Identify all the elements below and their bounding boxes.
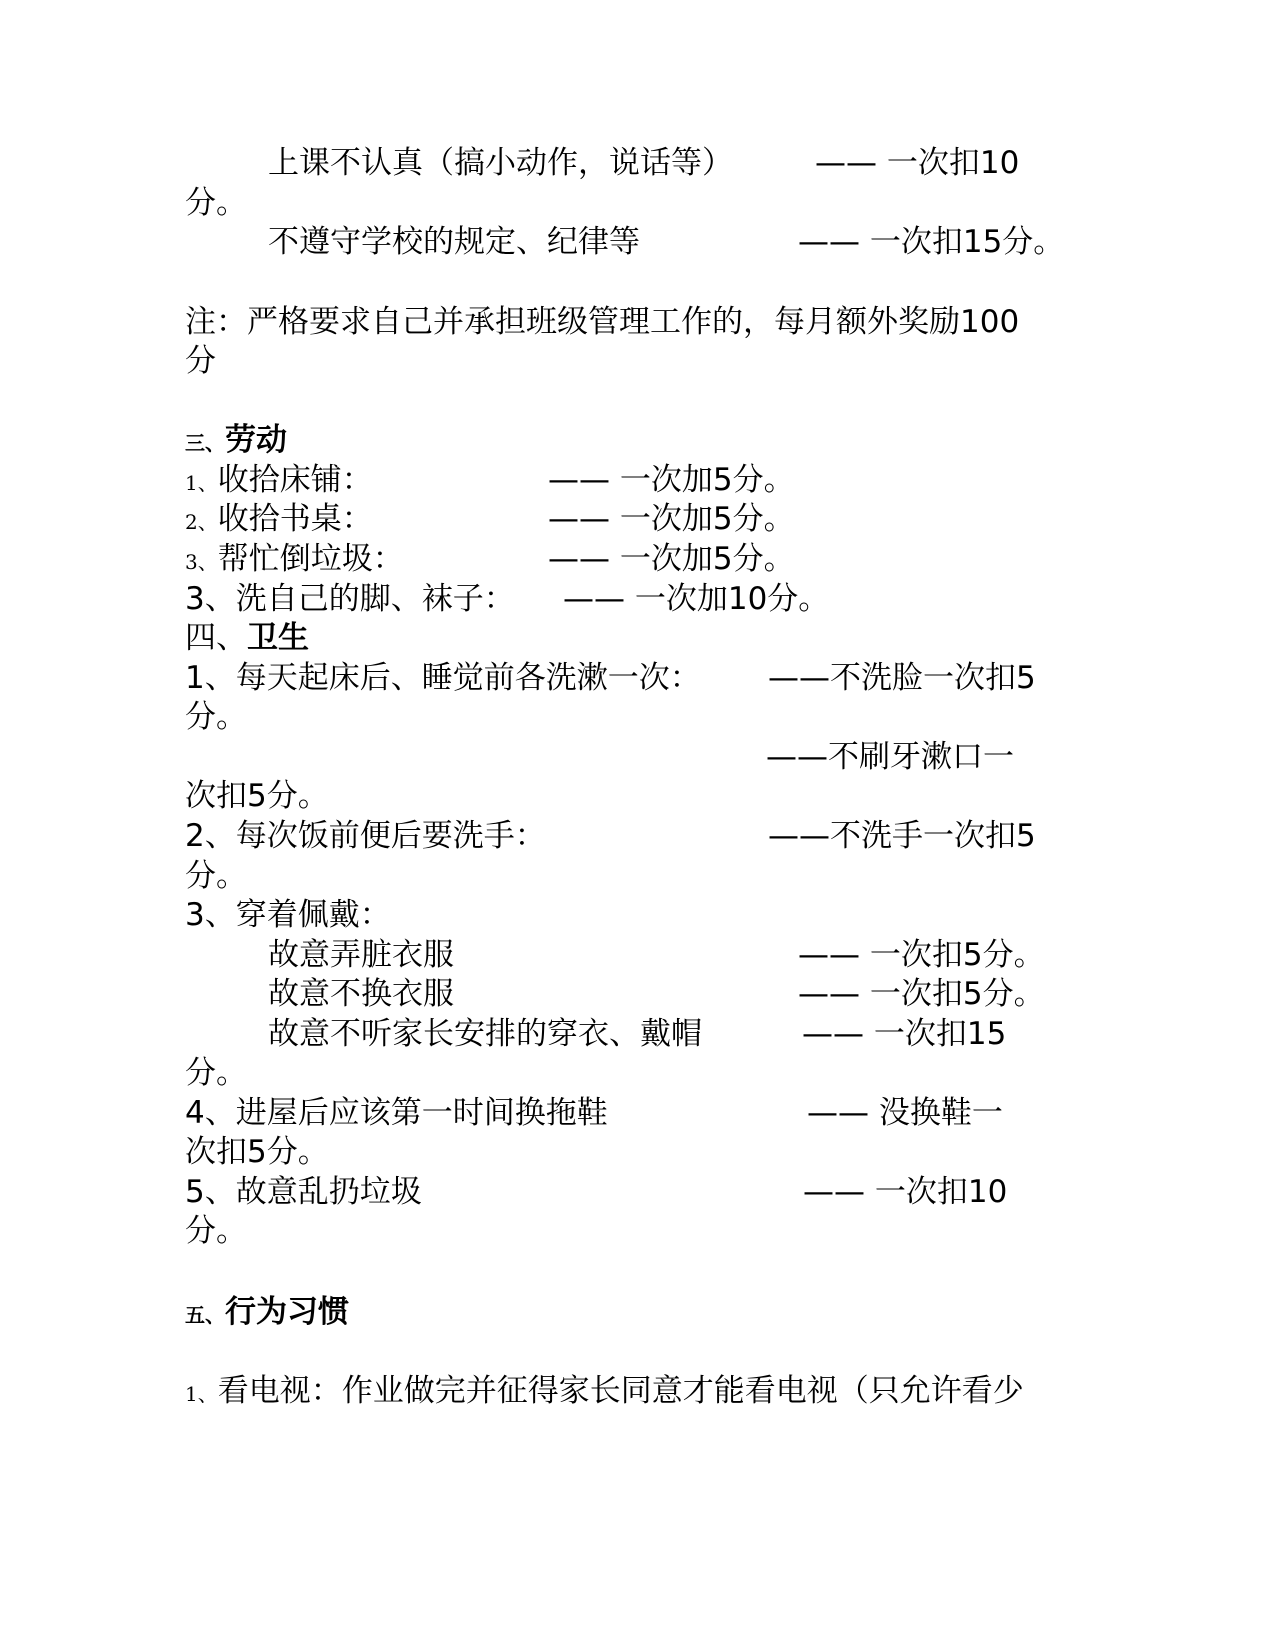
- list-item: [185, 499, 373, 539]
- item-rule: —— 一次加10分。: [563, 581, 830, 617]
- item-text: 洗自己的脚、袜子：: [235, 581, 515, 617]
- section-title: 卫生: [247, 620, 309, 656]
- rule-text: 上课不认真（搞小动作，说话等）: [268, 145, 733, 181]
- item-number: 1、: [185, 1382, 218, 1406]
- section-number: 四、: [185, 620, 247, 656]
- item-number: 3、: [185, 581, 236, 617]
- item-wrap: 次扣5分。: [185, 1134, 329, 1170]
- sub-item-rule: —— 一次扣15: [802, 1016, 1007, 1052]
- section-number: 五、: [185, 1303, 225, 1327]
- list-item: [185, 460, 373, 500]
- item-rule: —— 一次加5分。: [548, 541, 795, 577]
- rule-wrap: 分。: [185, 185, 247, 221]
- item-text: 1、每天起床后、睡觉前各洗漱一次：: [185, 660, 701, 696]
- sub-item-rule: —— 一次扣5分。: [798, 976, 1045, 1012]
- item-wrap: 分。: [185, 1055, 247, 1091]
- note-line: 分: [185, 343, 216, 379]
- list-item: [185, 1371, 1024, 1411]
- item-rule: —— 一次加5分。: [548, 501, 795, 537]
- item-rule: ——不刷牙漱口一: [766, 739, 1014, 775]
- rule-penalty: —— 一次扣15分。: [798, 224, 1065, 260]
- sub-item-rule: —— 一次扣5分。: [798, 937, 1045, 973]
- sub-item-text: 故意不换衣服: [268, 976, 454, 1012]
- list-item: [185, 539, 404, 579]
- item-text: 4、进屋后应该第一时间换拖鞋: [185, 1095, 608, 1131]
- sub-item-text: 故意不听家长安排的穿衣、戴帽: [268, 1016, 702, 1052]
- section-heading-labor: [185, 420, 287, 460]
- item-rule: —— 一次加5分。: [548, 462, 795, 498]
- list-item: [185, 579, 515, 619]
- rule-penalty: —— 一次扣10: [815, 145, 1020, 181]
- item-text: 3、穿着佩戴：: [185, 897, 391, 933]
- section-heading-hygiene: [185, 618, 309, 658]
- item-text: 2、每次饭前便后要洗手：: [185, 818, 546, 854]
- item-text: 收拾床铺：: [217, 462, 373, 498]
- item-text: 收拾书桌：: [217, 501, 373, 537]
- item-number: 2、: [185, 510, 218, 534]
- item-text: 帮忙倒垃圾：: [217, 541, 404, 577]
- item-rule: —— 一次扣10: [803, 1174, 1008, 1210]
- section-heading-behavior: [185, 1292, 349, 1332]
- section-number: 三、: [185, 431, 225, 455]
- item-wrap: 分。: [185, 699, 247, 735]
- item-rule: —— 没换鞋一: [807, 1095, 1003, 1131]
- item-number: 3、: [185, 550, 218, 574]
- item-number: 1、: [185, 471, 218, 495]
- section-title: 劳动: [225, 422, 287, 458]
- item-rule: ——不洗手一次扣5: [768, 818, 1036, 854]
- section-title: 行为习惯: [225, 1294, 349, 1330]
- item-text: 5、故意乱扔垃圾: [185, 1174, 422, 1210]
- sub-item-text: 故意弄脏衣服: [268, 937, 454, 973]
- item-wrap: 分。: [185, 858, 247, 894]
- rule-text: 不遵守学校的规定、纪律等: [268, 224, 640, 260]
- item-rule: ——不洗脸一次扣5: [768, 660, 1036, 696]
- item-wrap: 分。: [185, 1213, 247, 1249]
- item-wrap: 次扣5分。: [185, 778, 329, 814]
- note-line: 注：严格要求自己并承担班级管理工作的，每月额外奖励100: [185, 304, 1020, 340]
- item-text: 看电视：作业做完并征得家长同意才能看电视（只允许看少: [217, 1373, 1024, 1409]
